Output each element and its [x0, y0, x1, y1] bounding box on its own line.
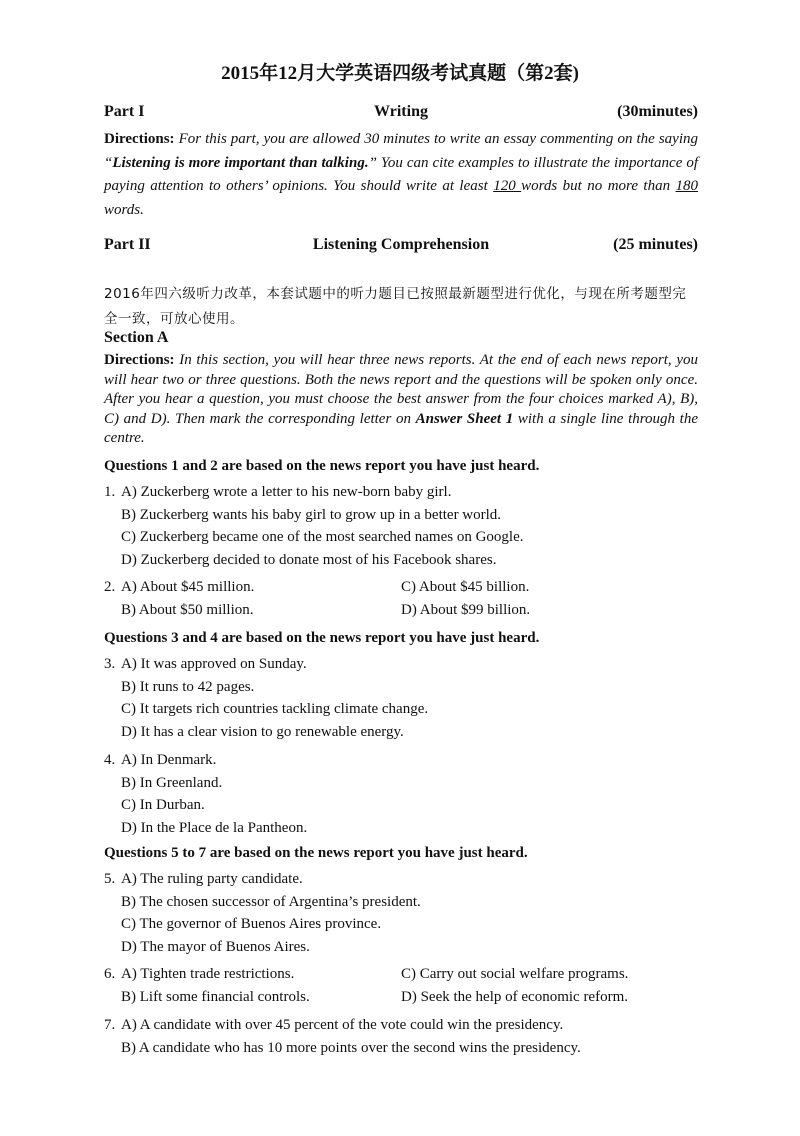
- answer-option: C) It targets rich countries tackling climate change.: [121, 701, 429, 717]
- part1-saying: Listening is more important than talking.: [112, 154, 369, 171]
- section-a-directions-label: Directions:: [104, 352, 175, 368]
- question-group-heading: Questions 5 to 7 are based on the news report you have just heard.: [104, 845, 528, 861]
- answer-option: B) A candidate who has 10 more points over the second wins the presidency.: [121, 1039, 581, 1056]
- part1-time: (30minutes): [617, 103, 698, 120]
- question-5: [104, 868, 704, 958]
- question-2: [104, 576, 704, 621]
- answer-option: D) The mayor of Buenos Aires.: [121, 938, 310, 955]
- part1-directions-text-b: ” You can cite examples to illustrate the importance of paying attention to others’ opinions. You should write at least: [104, 154, 699, 194]
- question-number: 7.: [104, 1017, 116, 1033]
- answer-option: B) About $50 million.: [121, 601, 254, 618]
- answer-option: A) Zuckerberg wrote a letter to his new-born baby girl.: [121, 484, 452, 500]
- question-number: 4.: [104, 752, 116, 768]
- part2-title: Listening Comprehension: [312, 236, 490, 253]
- answer-option: C) In Durban.: [121, 797, 205, 813]
- part1-directions-label: Directions:: [104, 131, 175, 147]
- answer-option: D) It has a clear vision to go renewable energy.: [121, 723, 404, 740]
- question-number: 2.: [104, 579, 116, 595]
- question-group-heading: Questions 3 and 4 are based on the news report you have just heard.: [104, 630, 540, 646]
- answer-option: A) The ruling party candidate.: [121, 871, 303, 887]
- answer-option: A) In Denmark.: [121, 752, 217, 768]
- answer-option: A) It was approved on Sunday.: [121, 656, 307, 672]
- question-4: [104, 749, 704, 839]
- page-title: 2015年12月大学英语四级考试真题（第2套): [221, 63, 579, 84]
- question-group-heading: Questions 1 and 2 are based on the news report you have just heard.: [104, 458, 540, 474]
- listening-reform-note: 2016年四六级听力改革，本套试题中的听力题目已按照最新题型进行优化，与现在所考题型完全一致，可放心使用。: [104, 286, 687, 327]
- part2-number: Part II: [104, 236, 151, 253]
- answer-option: D) In the Place de la Pantheon.: [121, 819, 308, 836]
- question-7: [104, 1014, 704, 1059]
- question-number: 6.: [104, 966, 116, 982]
- part1-directions-text-c: words but no more than: [521, 178, 676, 194]
- question-number: 3.: [104, 656, 116, 672]
- answer-option: D) Seek the help of economic reform.: [401, 988, 628, 1005]
- part1-header: [104, 103, 698, 121]
- part2-time: (25 minutes): [613, 236, 698, 253]
- part2-header: [104, 236, 698, 254]
- question-3: [104, 653, 704, 743]
- answer-option: B) The chosen successor of Argentina’s president.: [121, 893, 421, 910]
- section-a-directions-text-b: with a single line through the centre.: [104, 410, 699, 446]
- answer-option: C) About $45 billion.: [401, 579, 530, 595]
- answer-option: C) Carry out social welfare programs.: [401, 966, 629, 982]
- question-1: [104, 481, 704, 571]
- answer-option: B) Zuckerberg wants his baby girl to grow up in a better world.: [121, 506, 502, 523]
- answer-sheet-ref: Answer Sheet 1: [415, 410, 514, 427]
- question-6: [104, 963, 704, 1008]
- answer-option: D) Zuckerberg decided to donate most of his Facebook shares.: [121, 551, 497, 568]
- part1-directions: [104, 128, 698, 222]
- answer-option: C) Zuckerberg became one of the most searched names on Google.: [121, 529, 524, 545]
- answer-option: D) About $99 billion.: [401, 601, 531, 618]
- answer-option: C) The governor of Buenos Aires province.: [121, 916, 382, 932]
- answer-option: B) In Greenland.: [121, 774, 223, 791]
- answer-option: A) About $45 million.: [121, 579, 255, 595]
- answer-option: B) Lift some financial controls.: [121, 988, 310, 1005]
- section-a-title: Section A: [104, 329, 169, 346]
- answer-option: A) Tighten trade restrictions.: [121, 966, 295, 982]
- question-number: 5.: [104, 871, 116, 887]
- section-a-directions: [104, 351, 698, 449]
- section-a-directions-text-a: In this section, you will hear three news reports. At the end of each news report, you will hear two or three questions. Both the news report and the questions will be spoken only once. After you hear a question, you must choose the best answer from the four choices marked A), B), C) and D). Then mark the corresponding letter on: [104, 352, 698, 427]
- part1-min-words: 120: [493, 178, 522, 194]
- part1-directions-text-a: For this part, you are allowed 30 minutes to write an essay commenting on the saying “: [104, 131, 698, 171]
- part1-title: Writing: [374, 103, 428, 120]
- part1-number: Part I: [104, 103, 145, 120]
- question-number: 1.: [104, 484, 116, 500]
- answer-option: A) A candidate with over 45 percent of the vote could win the presidency.: [121, 1017, 564, 1033]
- part1-directions-text-d: words.: [104, 201, 144, 218]
- answer-option: B) It runs to 42 pages.: [121, 678, 255, 695]
- part1-max-words: 180: [675, 178, 699, 194]
